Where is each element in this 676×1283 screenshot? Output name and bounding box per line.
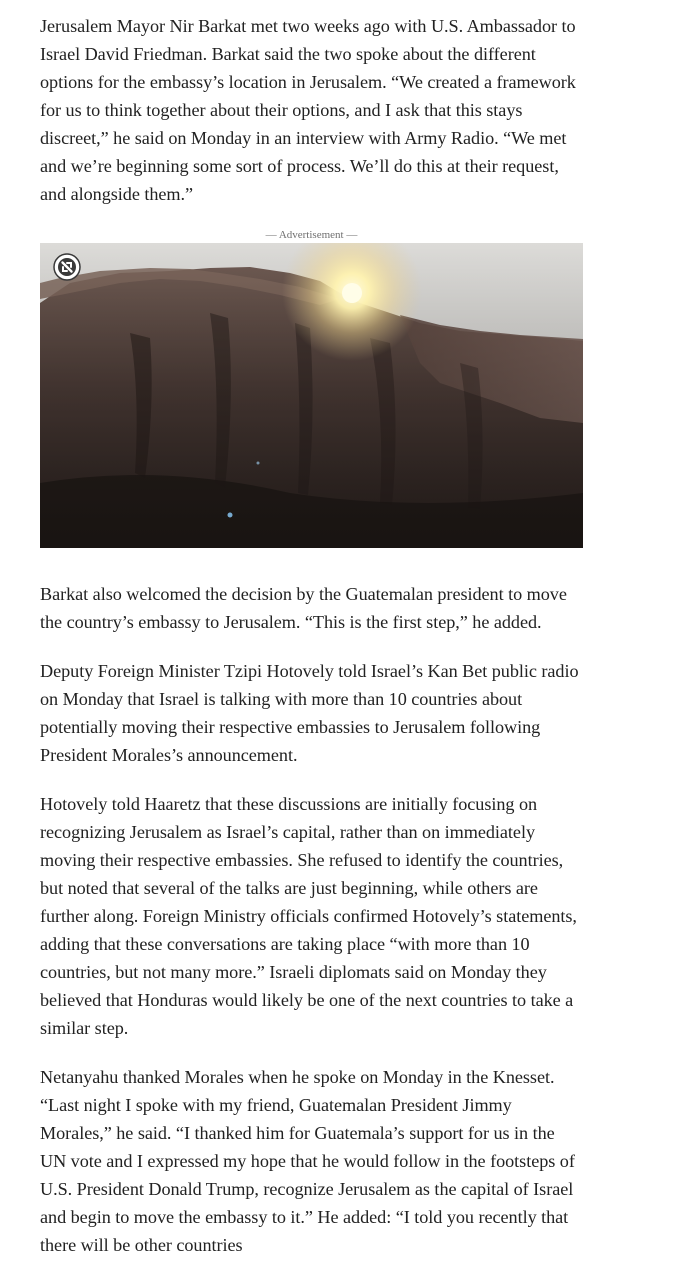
desert-cliff-image bbox=[40, 243, 583, 548]
article-paragraph: Netanyahu thanked Morales when he spoke on Monday in the Knesset. “Last night I spoke with my friend, Guatemalan President Jimmy Morales,” he said. “I thanked him for Guatemala’s support for us in the UN vote and I expressed my hope that he would follow in the footsteps of U.S. President Donald Trump, recognize Jerusalem as the capital of Israel and begin to move the embassy to it.” He added: “I told you recently that there will be other countries bbox=[40, 1067, 575, 1255]
article-body bbox=[40, 12, 585, 1280]
article-paragraph: Barkat also welcomed the decision by the Guatemalan president to move the country’s embassy to Jerusalem. “This is the first step,” he added. bbox=[40, 584, 567, 632]
advertisement-block bbox=[40, 227, 583, 548]
advertisement-video[interactable] bbox=[40, 243, 583, 548]
article-paragraph: Hotovely told Haaretz that these discussions are initially focusing on recognizing Jerusalem as Israel’s capital, rather than on immediately moving their respective embassies. She refused to identify the countries, but noted that several of the talks are just beginning, while others are further along. Foreign Ministry officials confirmed Hotovely’s statements, adding that these conversations are taking place “with more than 10 countries, but not many more.” Israeli diplomats said on Monday they believed that Honduras would likely be one of the next countries to take a similar step. bbox=[40, 794, 577, 1038]
advertisement-label: — Advertisement — bbox=[265, 229, 358, 241]
publisher-logo-icon[interactable] bbox=[53, 253, 81, 281]
article-paragraph: Deputy Foreign Minister Tzipi Hotovely told Israel’s Kan Bet public radio on Monday that Israel is talking with more than 10 countries about potentially moving their respective embassies to Jerusalem following President Morales’s announcement. bbox=[40, 661, 579, 765]
article-paragraph: Jerusalem Mayor Nir Barkat met two weeks ago with U.S. Ambassador to Israel David Friedman. Barkat said the two spoke about the different options for the embassy’s location in Jerusalem. “We created a framework for us to think together about their options, and I ask that this stays discreet,” he said on Monday in an interview with Army Radio. “We met and we’re beginning some sort of process. We’ll do this at their request, and alongside them.” bbox=[40, 16, 576, 204]
